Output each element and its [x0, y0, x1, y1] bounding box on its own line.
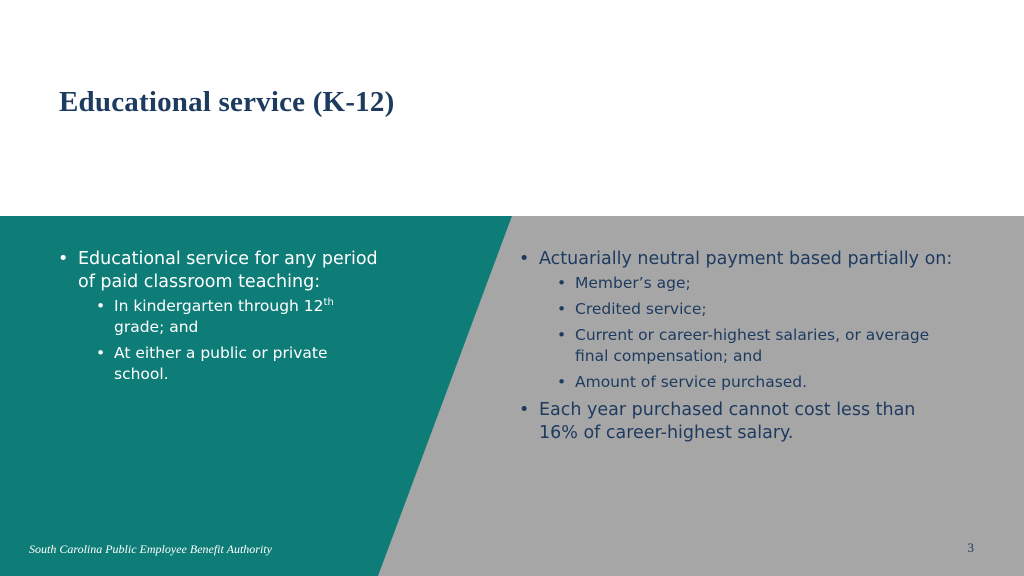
- bullet-text: Educational service for any period of paid classroom teaching:: [78, 249, 378, 292]
- page-number: 3: [967, 540, 974, 555]
- sub-bullet-list: [557, 273, 959, 393]
- list-item: [58, 248, 378, 385]
- bullet-text: Each year purchased cannot cost less than 16% of career-highest salary.: [539, 400, 916, 443]
- bullet-text: Member’s age;: [575, 274, 691, 292]
- right-bullet-list: [519, 248, 959, 445]
- bullet-icon: •: [96, 297, 106, 315]
- bullet-text: Actuarially neutral payment based partially on:: [539, 249, 953, 269]
- list-item: [557, 372, 959, 393]
- list-item: [519, 248, 959, 393]
- bullet-text: grade; and: [114, 318, 199, 336]
- list-item: [96, 343, 378, 385]
- bullet-text: Current or career-highest salaries, or average final compensation; and: [575, 326, 930, 365]
- bullet-text: Amount of service purchased.: [575, 373, 808, 391]
- list-item: [557, 273, 959, 294]
- list-item: [96, 296, 378, 338]
- bullet-icon: •: [557, 373, 567, 391]
- slide-title: Educational service (K-12): [59, 86, 395, 118]
- bullet-icon: •: [96, 344, 106, 362]
- bullet-icon: •: [58, 249, 69, 269]
- bullet-icon: •: [519, 400, 530, 420]
- bullet-text: At either a public or private school.: [114, 344, 328, 383]
- left-bullet-list: [58, 248, 378, 390]
- list-item: [557, 325, 959, 367]
- bullet-icon: •: [557, 326, 567, 344]
- list-item: [519, 399, 959, 445]
- footer-organization: South Carolina Public Employee Benefit Authority: [29, 542, 272, 556]
- sub-bullet-list: [96, 296, 378, 385]
- bullet-icon: •: [557, 300, 567, 318]
- bullet-icon: •: [557, 274, 567, 292]
- superscript: th: [323, 297, 334, 308]
- bullet-icon: •: [519, 249, 530, 269]
- bullet-text: Credited service;: [575, 300, 707, 318]
- bullet-text: In kindergarten through 12: [114, 297, 324, 315]
- list-item: [557, 299, 959, 320]
